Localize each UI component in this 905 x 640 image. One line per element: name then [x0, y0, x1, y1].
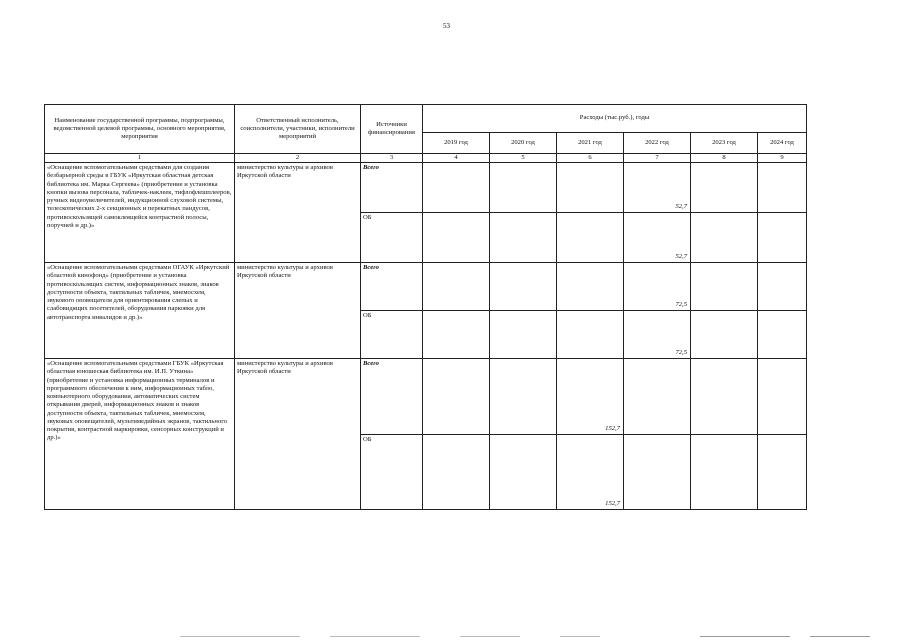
header-year: 2022 год — [624, 133, 691, 154]
value-cell: 72,5 — [624, 311, 691, 359]
header-executor: Ответственный исполнитель, соисполнители, участники, исполнители мероприятий — [235, 105, 361, 154]
header-year: 2019 год — [423, 133, 490, 154]
column-number: 4 — [423, 154, 490, 163]
value-cell — [490, 359, 557, 435]
column-number: 6 — [557, 154, 624, 163]
header-source: Источники финансирования — [361, 105, 423, 154]
header-year: 2024 год — [758, 133, 807, 154]
value-cell — [423, 213, 490, 263]
value-cell — [423, 359, 490, 435]
value-cell — [490, 163, 557, 213]
source-label: ОБ — [361, 311, 423, 359]
column-number: 8 — [691, 154, 758, 163]
value-cell — [490, 311, 557, 359]
value-cell — [758, 163, 807, 213]
value-cell: 72,5 — [624, 263, 691, 311]
value-cell — [624, 359, 691, 435]
value-cell: 152,7 — [557, 435, 624, 510]
value-cell — [758, 213, 807, 263]
value-cell — [624, 435, 691, 510]
value-cell — [423, 163, 490, 213]
value-cell — [691, 163, 758, 213]
source-label: Всего — [361, 359, 423, 435]
header-expenses: Расходы (тыс.руб.), годы — [423, 105, 807, 133]
measure-name: «Оснащение вспомогательными средствами для создания безбарьерной среды в ГБУК «Иркутская областная детская библиотека им. Марка Сергеева» (приобретение и установка кнопки вызова персонала, табличек-наклеек, тифлофлешплееров, ручных видеоувеличителей, индукционной слуховой системы, телескопических 2-х секционных и перекатных пандусов, противоскользящей самоклеящейся контрастной полосы, поручней и др.)» — [45, 163, 235, 263]
source-label: Всего — [361, 163, 423, 213]
value-cell: 52,7 — [624, 213, 691, 263]
value-cell — [557, 263, 624, 311]
value-cell — [423, 263, 490, 311]
measure-name: «Оснащение вспомогательными средствами ОГАУК «Иркутский областной кинофонд» (приобретение и установка противоскользящих систем, информационных знаков, знаков доступности объекта, тактильных табличек, мнемосхем, звукового оповещателя для ориентирования слепых и слабовидящих посетителей, оборудования парковки для автотранспорта инвалидов и др.)» — [45, 263, 235, 359]
value-cell — [758, 263, 807, 311]
column-number: 1 — [45, 154, 235, 163]
value-cell — [691, 311, 758, 359]
value-cell — [423, 311, 490, 359]
header-name: Наименование государственной программы, подпрограммы, ведомственной целевой программы, основного мероприятия, мероприятия — [45, 105, 235, 154]
measure-executor: министерство культуры и архивов Иркутской области — [235, 163, 361, 263]
value-cell — [758, 311, 807, 359]
header-year: 2023 год — [691, 133, 758, 154]
value-cell — [557, 163, 624, 213]
value-cell — [758, 359, 807, 435]
source-label: ОБ — [361, 213, 423, 263]
value-cell — [758, 435, 807, 510]
value-cell — [490, 435, 557, 510]
column-number: 3 — [361, 154, 423, 163]
measure-executor: министерство культуры и архивов Иркутской области — [235, 359, 361, 510]
value-cell — [557, 213, 624, 263]
value-cell — [490, 213, 557, 263]
value-cell: 152,7 — [557, 359, 624, 435]
header-year: 2020 год — [490, 133, 557, 154]
value-cell — [423, 435, 490, 510]
value-cell — [691, 213, 758, 263]
value-cell — [691, 263, 758, 311]
scan-artifact-lines — [0, 632, 905, 640]
source-label: Всего — [361, 263, 423, 311]
page-number: 53 — [443, 22, 450, 30]
source-label: ОБ — [361, 435, 423, 510]
value-cell — [490, 263, 557, 311]
measure-executor: министерство культуры и архивов Иркутской области — [235, 263, 361, 359]
value-cell: 52,7 — [624, 163, 691, 213]
value-cell — [691, 359, 758, 435]
expenses-table — [44, 104, 807, 510]
header-year: 2021 год — [557, 133, 624, 154]
column-number: 5 — [490, 154, 557, 163]
column-number: 7 — [624, 154, 691, 163]
measure-name: «Оснащение вспомогательными средствами ГБУК «Иркутская областная юношеская библиотека им. И.П. Уткина» (приобретение и установка информационных терминалов и программного обеспечения к ним, информационных табло, компьютерного оборудования, автоматических систем открывания дверей, информационных знаков и знаков доступности объекта, тактильных табличек, мнемосхем, звуковых оповещателей, мультимедийных экранов, тактильного покрытия, контрастной маркировки, сенсорных конструкций и др.)» — [45, 359, 235, 510]
column-number: 2 — [235, 154, 361, 163]
value-cell — [691, 435, 758, 510]
value-cell — [557, 311, 624, 359]
column-number: 9 — [758, 154, 807, 163]
